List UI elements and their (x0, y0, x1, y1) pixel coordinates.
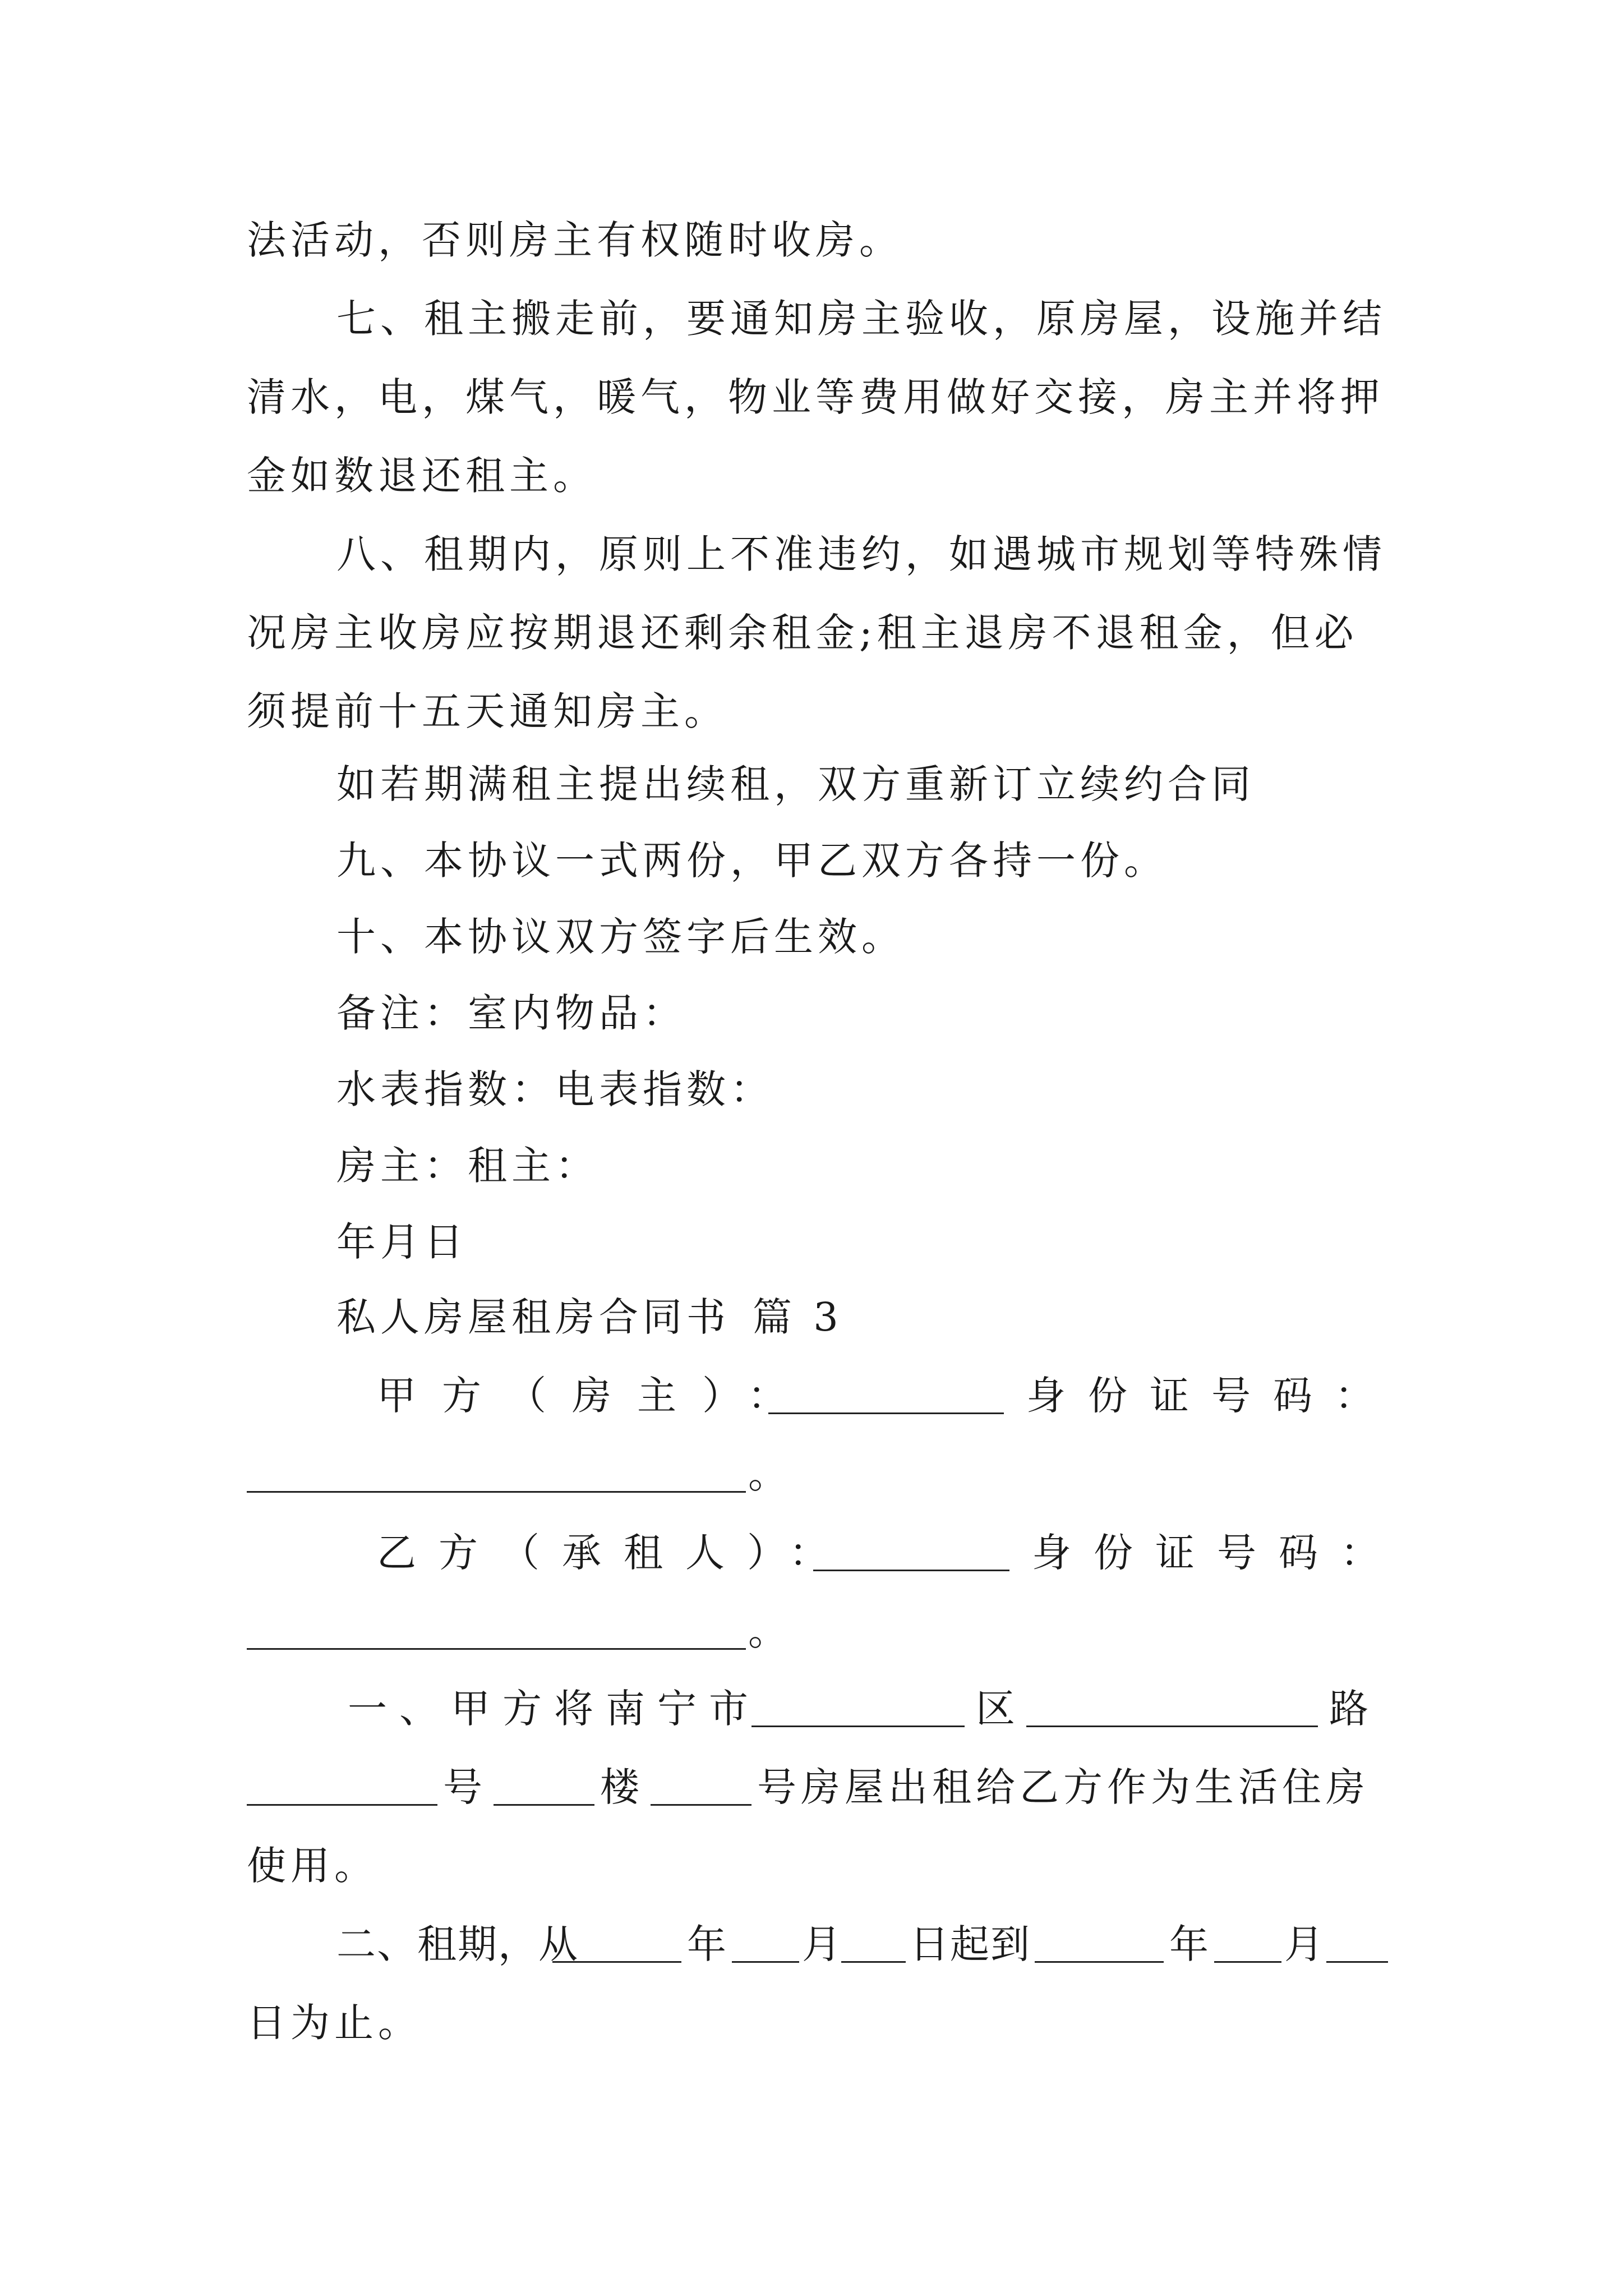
clause-7-line-2: 清水，电，煤气，暖气，物业等费用做好交接，房主并将押 (247, 374, 1384, 420)
party-a-label: 甲方（房主）： (377, 1373, 813, 1419)
building-blank[interactable] (494, 1765, 594, 1806)
clause-7-line-3: 金如数退还租主。 (247, 453, 597, 499)
clause-8-line-2: 况房主收房应按期退还剩余租金;租主退房不退租金，但必 (247, 610, 1358, 656)
meter-readings-line: 水表指数：电表指数： (336, 1066, 774, 1112)
clause-8-line-3: 须提前十五天通知房主。 (247, 688, 728, 734)
number-blank[interactable] (247, 1765, 437, 1806)
clause-1-district: 区 (976, 1686, 1020, 1732)
clause-1-building: 楼 (600, 1764, 644, 1810)
party-b-name-blank[interactable] (813, 1530, 1009, 1571)
party-a-name-blank[interactable] (768, 1373, 1004, 1414)
room-blank[interactable] (651, 1765, 751, 1806)
clause-2-from-day: 日起到 (910, 1921, 1031, 1967)
remark-line: 备注：室内物品： (336, 990, 686, 1036)
party-b-period: 。 (748, 1608, 792, 1654)
clause-1-prefix: 一、甲方将南宁市 (348, 1686, 760, 1732)
date-line: 年月日 (336, 1219, 468, 1265)
clause-1-rest: 号房屋出租给乙方作为生活住房 (757, 1764, 1370, 1810)
clause-1-line-3: 使用。 (247, 1843, 378, 1889)
clause-7-line-1: 七、租主搬走前，要通知房主验收，原房屋，设施并结 (336, 296, 1386, 342)
end-month-blank[interactable] (1214, 1922, 1281, 1963)
end-day-blank[interactable] (1326, 1922, 1388, 1963)
clause-10: 十、本协议双方签字后生效。 (336, 914, 905, 960)
section-title: 私人房屋租房合同书 (336, 1294, 730, 1340)
section-label: 篇 3 (753, 1294, 843, 1340)
start-year-blank[interactable] (552, 1922, 681, 1963)
start-month-blank[interactable] (732, 1922, 799, 1963)
city-district-blank[interactable] (751, 1686, 965, 1727)
party-b-id-blank[interactable] (247, 1609, 746, 1650)
signature-line: 房主：租主： (336, 1143, 599, 1189)
clause-2-year-2: 年 (1169, 1921, 1213, 1967)
party-b-label: 乙方（承租人）： (377, 1530, 851, 1576)
party-a-id-blank[interactable] (247, 1452, 746, 1493)
clause-2-prefix: 二、租期，从 (336, 1921, 579, 1967)
party-a-id-label: 身份证号码： (1026, 1373, 1396, 1419)
clause-8-line-1: 八、租期内，原则上不准违约，如遇城市规划等特殊情 (336, 531, 1386, 577)
clause-2-year: 年 (687, 1921, 731, 1967)
clause-9: 九、本协议一式两份，甲乙双方各持一份。 (336, 838, 1168, 884)
party-a-line (377, 1368, 813, 1424)
clause-1-number: 号 (443, 1764, 487, 1810)
start-day-blank[interactable] (841, 1922, 906, 1963)
section-title-line (336, 1289, 843, 1345)
road-blank[interactable] (1026, 1686, 1318, 1727)
party-a-period: 。 (748, 1451, 792, 1497)
clause-2-month-2: 月 (1284, 1921, 1328, 1967)
paragraph-continuation: 法活动，否则房主有权随时收房。 (247, 217, 903, 263)
clause-1-road: 路 (1329, 1686, 1373, 1732)
renewal-note: 如若期满租主提出续租，双方重新订立续约合同 (336, 761, 1255, 807)
clause-2-end: 日为止。 (247, 2000, 422, 2046)
party-b-id-label: 身份证号码： (1032, 1530, 1402, 1576)
clause-2-month: 月 (802, 1921, 846, 1967)
end-year-blank[interactable] (1035, 1922, 1164, 1963)
